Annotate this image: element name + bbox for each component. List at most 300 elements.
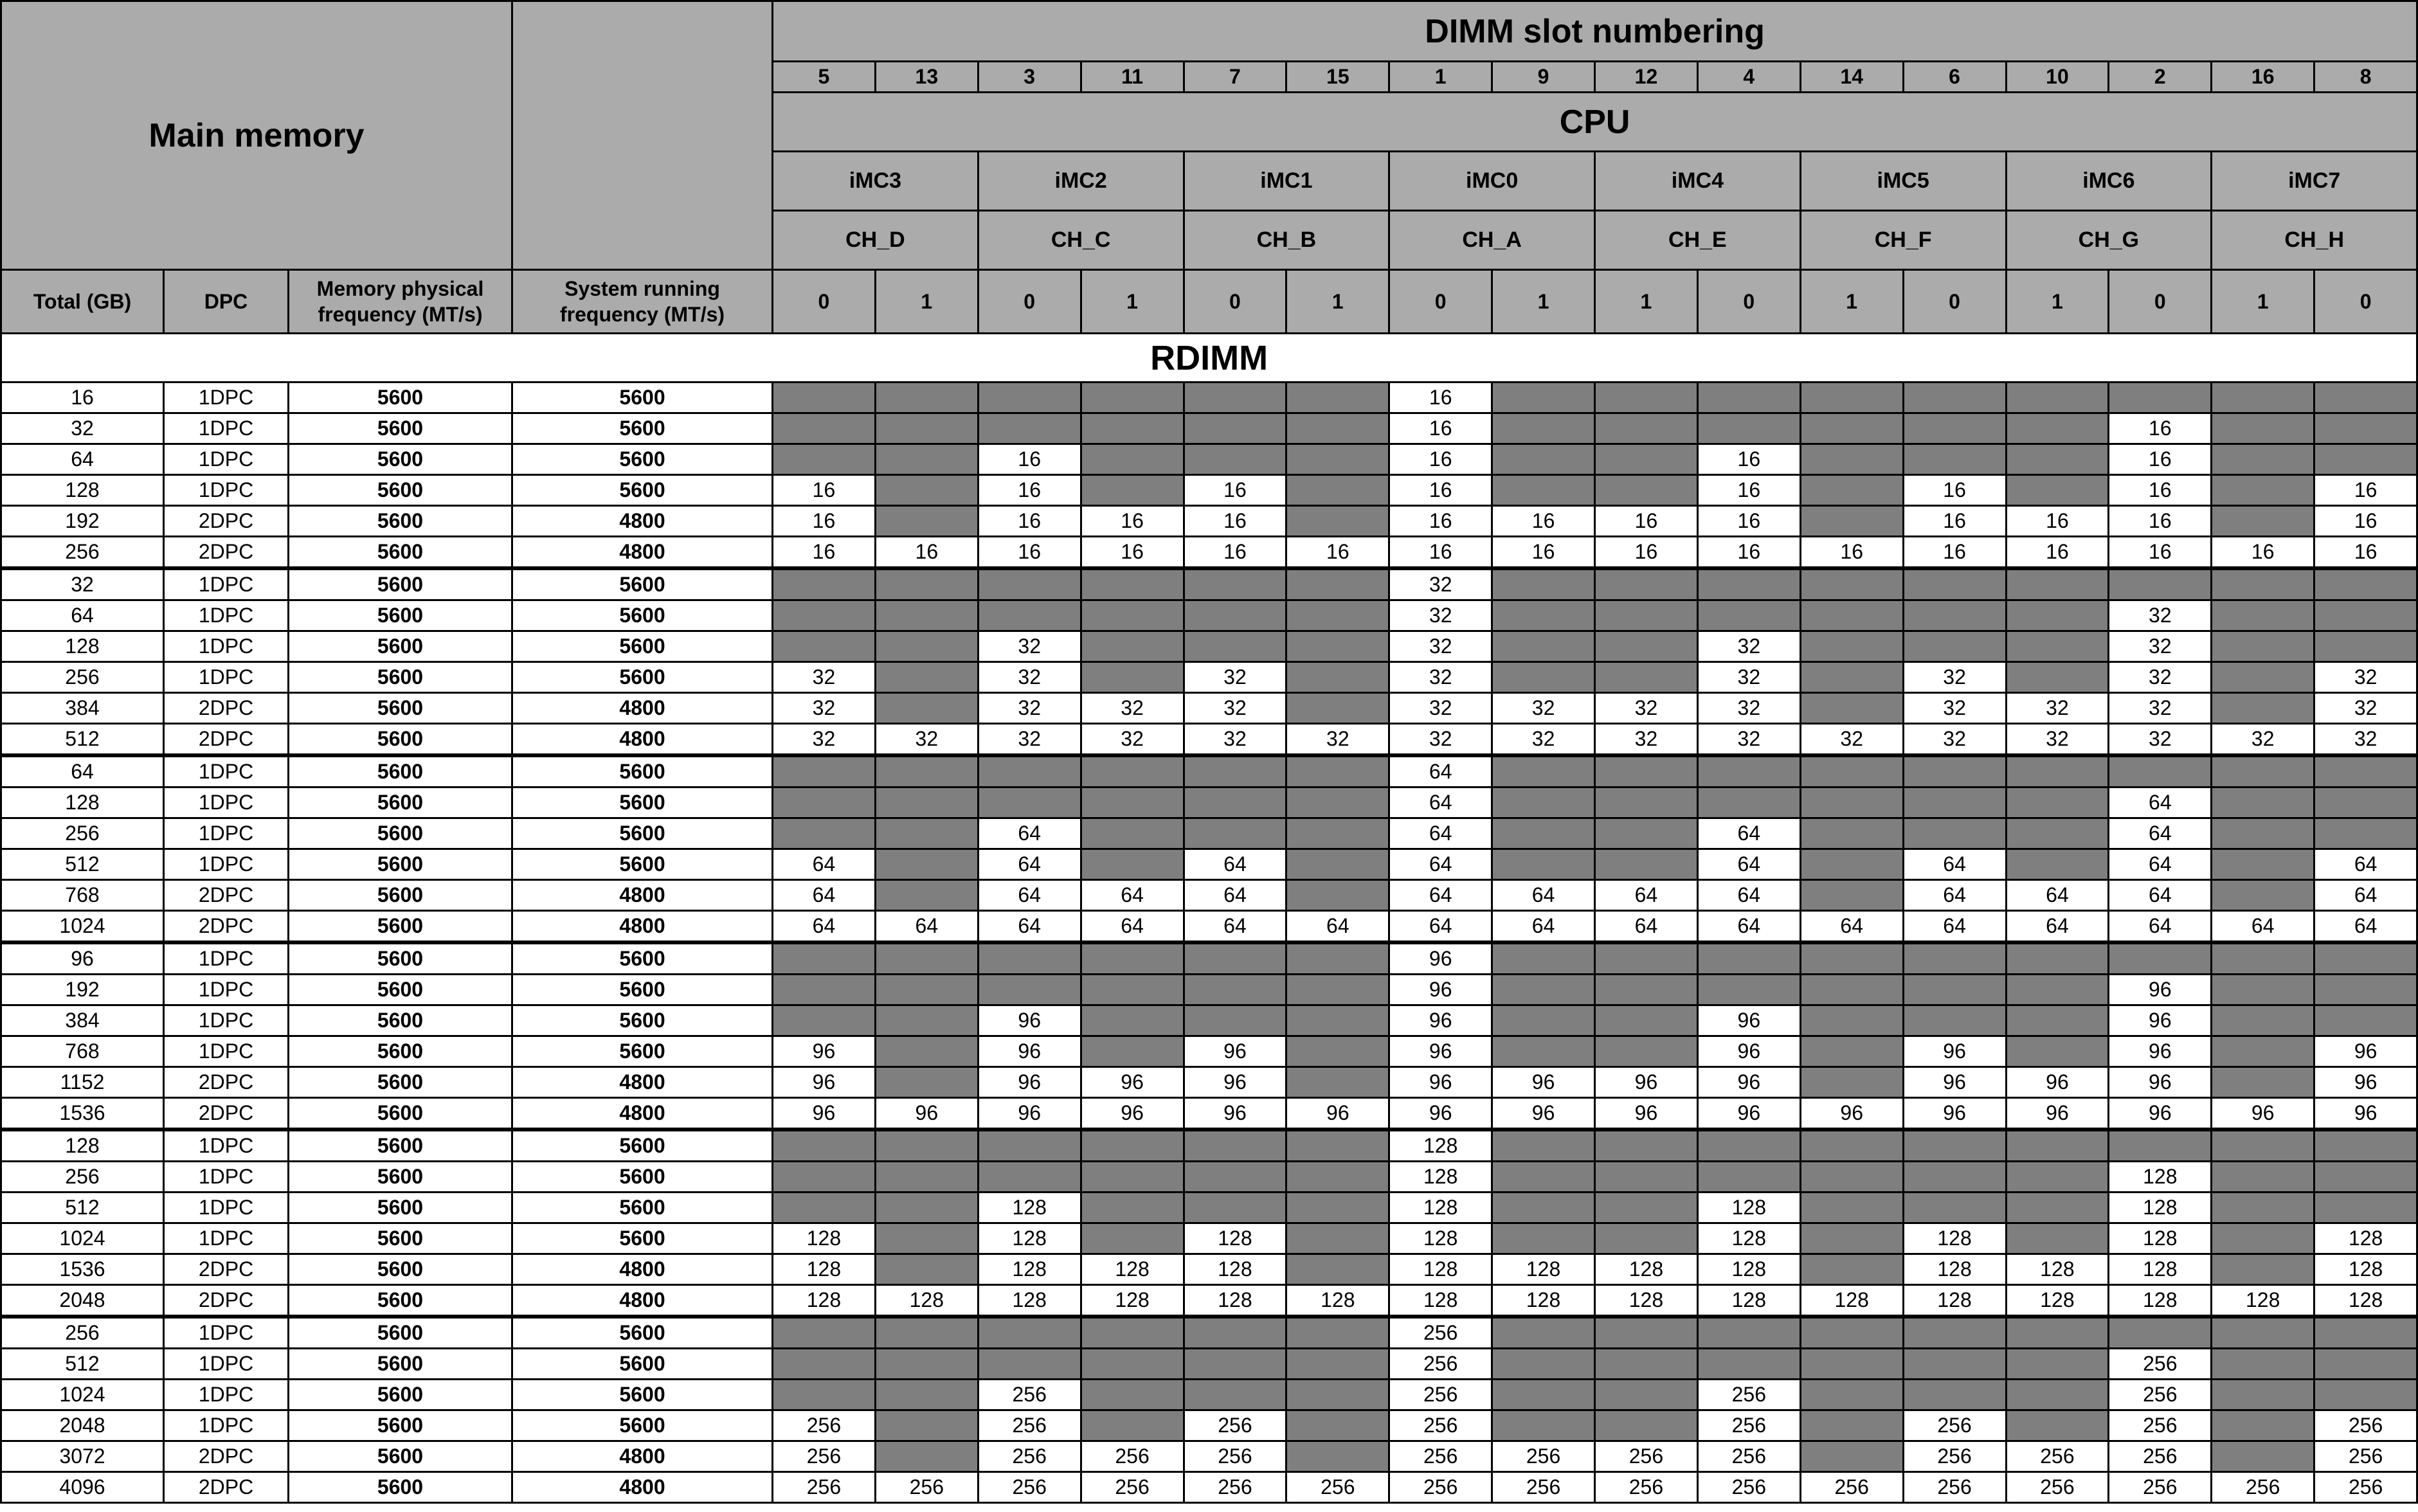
empty-slot-cell [978, 413, 1081, 444]
empty-slot-cell [1492, 755, 1595, 788]
empty-slot-cell [2006, 662, 2109, 693]
empty-slot-cell [875, 568, 978, 600]
populated-slot-cell: 16 [2212, 537, 2314, 569]
table-row [1, 1410, 2417, 1441]
populated-slot-cell: 256 [2109, 1380, 2212, 1410]
populated-slot-cell: 96 [1697, 1036, 1800, 1067]
table-row [1, 1223, 2417, 1254]
total-gb-cell: 768 [1, 880, 164, 911]
populated-slot-cell: 128 [2314, 1285, 2417, 1317]
memory-physical-frequency-header: Memory physical frequency (MT/s) [289, 270, 512, 334]
table-row [1, 631, 2417, 662]
empty-slot-cell [2006, 444, 2109, 475]
populated-slot-cell: 96 [2109, 1098, 2212, 1130]
empty-slot-cell [1697, 975, 1800, 1005]
empty-slot-cell [1492, 1380, 1595, 1410]
empty-slot-cell [1595, 942, 1698, 975]
empty-slot-cell [1286, 1254, 1389, 1285]
populated-slot-cell: 256 [773, 1472, 876, 1503]
empty-slot-cell [1595, 568, 1698, 600]
populated-slot-cell: 128 [1081, 1254, 1184, 1285]
empty-slot-cell [875, 1317, 978, 1349]
populated-slot-cell: 32 [1389, 631, 1492, 662]
system-frequency-cell: 5600 [512, 1192, 773, 1223]
system-frequency-cell: 4800 [512, 537, 773, 569]
empty-slot-cell [1697, 942, 1800, 975]
empty-slot-cell [1081, 1162, 1184, 1192]
total-gb-cell: 1536 [1, 1098, 164, 1130]
populated-slot-cell: 128 [1697, 1285, 1800, 1317]
physical-frequency-cell: 5600 [289, 1317, 512, 1349]
empty-slot-cell [978, 755, 1081, 788]
empty-slot-cell [1081, 1005, 1184, 1036]
empty-slot-cell [1286, 942, 1389, 975]
system-frequency-cell: 5600 [512, 444, 773, 475]
empty-slot-cell [1184, 1380, 1286, 1410]
empty-slot-cell [1800, 631, 1903, 662]
empty-slot-cell [875, 1349, 978, 1380]
slot-position: 0 [978, 270, 1081, 334]
populated-slot-cell: 96 [2314, 1067, 2417, 1098]
physical-frequency-cell: 5600 [289, 788, 512, 818]
populated-slot-cell: 64 [1903, 849, 2006, 880]
physical-frequency-cell: 5600 [289, 975, 512, 1005]
populated-slot-cell: 96 [1389, 975, 1492, 1005]
slot-number-7: 7 [1184, 62, 1286, 93]
populated-slot-cell: 96 [2109, 1067, 2212, 1098]
populated-slot-cell: 256 [2314, 1441, 2417, 1472]
imc-imc7: iMC7 [2212, 152, 2417, 211]
system-frequency-cell: 5600 [512, 631, 773, 662]
empty-slot-cell [1286, 444, 1389, 475]
populated-slot-cell: 16 [1697, 444, 1800, 475]
populated-slot-cell: 256 [2314, 1410, 2417, 1441]
empty-slot-cell [1800, 880, 1903, 911]
empty-slot-cell [1800, 1130, 1903, 1162]
empty-slot-cell [1800, 1317, 1903, 1349]
table-row [1, 942, 2417, 975]
populated-slot-cell: 256 [773, 1410, 876, 1441]
system-frequency-cell: 5600 [512, 849, 773, 880]
empty-slot-cell [2212, 631, 2314, 662]
system-frequency-cell: 5600 [512, 1317, 773, 1349]
populated-slot-cell: 16 [1389, 413, 1492, 444]
channel-ch-h: CH_H [2212, 211, 2417, 270]
populated-slot-cell: 128 [1389, 1254, 1492, 1285]
table-row [1, 444, 2417, 475]
empty-slot-cell [1492, 568, 1595, 600]
table-row [1, 1380, 2417, 1410]
empty-slot-cell [2314, 1162, 2417, 1192]
total-gb-cell: 1152 [1, 1067, 164, 1098]
populated-slot-cell: 32 [1697, 693, 1800, 724]
table-row [1, 1067, 2417, 1098]
empty-slot-cell [1492, 818, 1595, 849]
physical-frequency-cell: 5600 [289, 1349, 512, 1380]
dpc-cell: 1DPC [164, 975, 289, 1005]
populated-slot-cell: 256 [978, 1380, 1081, 1410]
empty-slot-cell [1903, 568, 2006, 600]
physical-frequency-cell: 5600 [289, 693, 512, 724]
populated-slot-cell: 16 [978, 475, 1081, 506]
populated-slot-cell: 16 [1903, 475, 2006, 506]
empty-slot-cell [2212, 693, 2314, 724]
total-gb-cell: 16 [1, 382, 164, 413]
empty-slot-cell [1800, 1067, 1903, 1098]
empty-slot-cell [1800, 1162, 1903, 1192]
empty-slot-cell [1800, 693, 1903, 724]
populated-slot-cell: 64 [773, 911, 876, 943]
slot-position: 1 [1595, 270, 1698, 334]
empty-slot-cell [1286, 1223, 1389, 1254]
populated-slot-cell: 96 [978, 1036, 1081, 1067]
physical-frequency-cell: 5600 [289, 413, 512, 444]
populated-slot-cell: 96 [978, 1067, 1081, 1098]
empty-slot-cell [773, 975, 876, 1005]
empty-slot-cell [1595, 849, 1698, 880]
populated-slot-cell: 96 [1389, 1036, 1492, 1067]
total-gb-cell: 512 [1, 1349, 164, 1380]
physical-frequency-cell: 5600 [289, 568, 512, 600]
populated-slot-cell: 256 [1184, 1410, 1286, 1441]
populated-slot-cell: 64 [773, 880, 876, 911]
populated-slot-cell: 32 [978, 724, 1081, 756]
dpc-cell: 2DPC [164, 1254, 289, 1285]
populated-slot-cell: 256 [1697, 1472, 1800, 1503]
table-row [1, 1098, 2417, 1130]
populated-slot-cell: 96 [1286, 1098, 1389, 1130]
populated-slot-cell: 128 [978, 1192, 1081, 1223]
table-row [1, 1130, 2417, 1162]
populated-slot-cell: 256 [1389, 1472, 1492, 1503]
total-gb-cell: 64 [1, 600, 164, 631]
empty-slot-cell [1184, 1162, 1286, 1192]
empty-slot-cell [1697, 1130, 1800, 1162]
physical-frequency-cell: 5600 [289, 444, 512, 475]
empty-slot-cell [773, 444, 876, 475]
populated-slot-cell: 256 [1081, 1441, 1184, 1472]
empty-slot-cell [978, 1349, 1081, 1380]
empty-slot-cell [875, 1410, 978, 1441]
empty-slot-cell [978, 568, 1081, 600]
physical-frequency-cell: 5600 [289, 942, 512, 975]
populated-slot-cell: 256 [1697, 1380, 1800, 1410]
populated-slot-cell: 32 [1697, 631, 1800, 662]
slot-number-5: 5 [773, 62, 876, 93]
empty-slot-cell [1286, 1005, 1389, 1036]
system-frequency-cell: 4800 [512, 911, 773, 943]
empty-slot-cell [875, 662, 978, 693]
system-frequency-cell: 5600 [512, 975, 773, 1005]
table-row [1, 911, 2417, 943]
populated-slot-cell: 32 [2006, 724, 2109, 756]
populated-slot-cell: 16 [2314, 537, 2417, 569]
populated-slot-cell: 256 [1903, 1410, 2006, 1441]
populated-slot-cell: 96 [1697, 1098, 1800, 1130]
total-gb-cell: 4096 [1, 1472, 164, 1503]
empty-slot-cell [1184, 1005, 1286, 1036]
empty-slot-cell [2006, 1380, 2109, 1410]
populated-slot-cell: 16 [1595, 506, 1698, 537]
populated-slot-cell: 96 [1697, 1005, 1800, 1036]
slot-number-10: 10 [2006, 62, 2109, 93]
dimm-slot-numbering-header: DIMM slot numbering [773, 1, 2417, 62]
populated-slot-cell: 128 [773, 1285, 876, 1317]
dpc-cell: 2DPC [164, 537, 289, 569]
system-frequency-cell: 4800 [512, 1472, 773, 1503]
populated-slot-cell: 32 [1389, 724, 1492, 756]
empty-slot-cell [1184, 1317, 1286, 1349]
empty-slot-cell [1081, 1192, 1184, 1223]
empty-slot-cell [773, 382, 876, 413]
populated-slot-cell: 96 [1903, 1067, 2006, 1098]
empty-slot-cell [2314, 942, 2417, 975]
total-gb-cell: 192 [1, 975, 164, 1005]
empty-slot-cell [1492, 631, 1595, 662]
populated-slot-cell: 64 [1286, 911, 1389, 943]
empty-slot-cell [875, 788, 978, 818]
physical-frequency-cell: 5600 [289, 1036, 512, 1067]
populated-slot-cell: 32 [875, 724, 978, 756]
table-row [1, 1285, 2417, 1317]
dpc-cell: 1DPC [164, 755, 289, 788]
physical-frequency-cell: 5600 [289, 1472, 512, 1503]
empty-slot-cell [1081, 975, 1184, 1005]
empty-slot-cell [1286, 1162, 1389, 1192]
empty-slot-cell [1903, 631, 2006, 662]
populated-slot-cell: 64 [1697, 818, 1800, 849]
populated-slot-cell: 96 [1389, 942, 1492, 975]
empty-slot-cell [2006, 818, 2109, 849]
empty-slot-cell [2006, 413, 2109, 444]
populated-slot-cell: 64 [978, 880, 1081, 911]
slot-position: 0 [773, 270, 876, 334]
populated-slot-cell: 96 [875, 1098, 978, 1130]
populated-slot-cell: 64 [2109, 818, 2212, 849]
dpc-cell: 1DPC [164, 1223, 289, 1254]
populated-slot-cell: 96 [1184, 1067, 1286, 1098]
populated-slot-cell: 96 [1081, 1067, 1184, 1098]
dpc-header: DPC [164, 270, 289, 334]
empty-slot-cell [1286, 662, 1389, 693]
empty-slot-cell [1081, 568, 1184, 600]
empty-slot-cell [1595, 755, 1698, 788]
empty-slot-cell [1800, 1223, 1903, 1254]
empty-slot-cell [1800, 755, 1903, 788]
physical-frequency-cell: 5600 [289, 382, 512, 413]
empty-slot-cell [1184, 600, 1286, 631]
empty-slot-cell [2314, 382, 2417, 413]
populated-slot-cell: 16 [1286, 537, 1389, 569]
populated-slot-cell: 64 [1389, 880, 1492, 911]
populated-slot-cell: 128 [1697, 1223, 1800, 1254]
dpc-cell: 1DPC [164, 818, 289, 849]
empty-slot-cell [875, 880, 978, 911]
populated-slot-cell: 128 [2006, 1254, 2109, 1285]
populated-slot-cell: 32 [1184, 724, 1286, 756]
populated-slot-cell: 32 [1800, 724, 1903, 756]
table-row [1, 755, 2417, 788]
populated-slot-cell: 16 [1184, 537, 1286, 569]
populated-slot-cell: 128 [1595, 1254, 1698, 1285]
populated-slot-cell: 32 [2109, 724, 2212, 756]
empty-slot-cell [2109, 382, 2212, 413]
empty-slot-cell [1697, 1349, 1800, 1380]
empty-slot-cell [875, 755, 978, 788]
populated-slot-cell: 32 [1697, 724, 1800, 756]
table-row [1, 1192, 2417, 1223]
empty-slot-cell [1595, 1410, 1698, 1441]
populated-slot-cell: 64 [2006, 880, 2109, 911]
empty-slot-cell [1286, 849, 1389, 880]
empty-slot-cell [1081, 942, 1184, 975]
empty-slot-cell [1800, 788, 1903, 818]
populated-slot-cell: 256 [1389, 1410, 1492, 1441]
empty-slot-cell [875, 1130, 978, 1162]
empty-slot-cell [875, 849, 978, 880]
slot-number-4: 4 [1697, 62, 1800, 93]
system-frequency-cell: 5600 [512, 755, 773, 788]
empty-slot-cell [2212, 506, 2314, 537]
populated-slot-cell: 64 [1903, 880, 2006, 911]
populated-slot-cell: 32 [978, 693, 1081, 724]
slot-number-3: 3 [978, 62, 1081, 93]
empty-slot-cell [1286, 755, 1389, 788]
empty-slot-cell [1492, 1349, 1595, 1380]
populated-slot-cell: 32 [2006, 693, 2109, 724]
empty-slot-cell [1800, 1380, 1903, 1410]
table-row [1, 506, 2417, 537]
total-gb-cell: 64 [1, 444, 164, 475]
populated-slot-cell: 64 [2109, 788, 2212, 818]
system-frequency-cell: 4800 [512, 693, 773, 724]
total-gb-cell: 512 [1, 849, 164, 880]
populated-slot-cell: 16 [2006, 537, 2109, 569]
empty-slot-cell [1800, 413, 1903, 444]
dpc-cell: 1DPC [164, 1317, 289, 1349]
total-gb-cell: 128 [1, 475, 164, 506]
empty-slot-cell [773, 1192, 876, 1223]
main-memory-header: Main memory [1, 1, 512, 270]
dpc-cell: 1DPC [164, 1036, 289, 1067]
populated-slot-cell: 128 [1800, 1285, 1903, 1317]
empty-slot-cell [1903, 788, 2006, 818]
total-gb-cell: 384 [1, 693, 164, 724]
populated-slot-cell: 16 [1903, 506, 2006, 537]
empty-slot-cell [1081, 1317, 1184, 1349]
populated-slot-cell: 96 [1595, 1098, 1698, 1130]
empty-slot-cell [1903, 1005, 2006, 1036]
populated-slot-cell: 32 [1492, 724, 1595, 756]
channel-ch-b: CH_B [1184, 211, 1389, 270]
system-frequency-cell: 5600 [512, 818, 773, 849]
system-frequency-cell: 5600 [512, 1005, 773, 1036]
populated-slot-cell: 32 [773, 693, 876, 724]
empty-slot-cell [1286, 818, 1389, 849]
populated-slot-cell: 128 [1903, 1285, 2006, 1317]
empty-slot-cell [978, 1130, 1081, 1162]
populated-slot-cell: 96 [1800, 1098, 1903, 1130]
empty-slot-cell [2212, 1005, 2314, 1036]
empty-slot-cell [1492, 1192, 1595, 1223]
populated-slot-cell: 16 [1697, 506, 1800, 537]
physical-frequency-cell: 5600 [289, 755, 512, 788]
empty-slot-cell [875, 1036, 978, 1067]
empty-slot-cell [2006, 849, 2109, 880]
system-frequency-cell: 4800 [512, 1098, 773, 1130]
populated-slot-cell: 128 [773, 1223, 876, 1254]
empty-slot-cell [1697, 382, 1800, 413]
empty-slot-cell [1800, 1254, 1903, 1285]
empty-slot-cell [875, 1254, 978, 1285]
empty-slot-cell [1595, 818, 1698, 849]
system-frequency-cell: 5600 [512, 1223, 773, 1254]
table-row [1, 475, 2417, 506]
empty-slot-cell [2006, 475, 2109, 506]
empty-slot-cell [1184, 413, 1286, 444]
populated-slot-cell: 96 [1389, 1098, 1492, 1130]
empty-slot-cell [773, 755, 876, 788]
empty-slot-cell [978, 975, 1081, 1005]
populated-slot-cell: 96 [773, 1036, 876, 1067]
system-frequency-cell: 5600 [512, 475, 773, 506]
empty-slot-cell [875, 975, 978, 1005]
empty-slot-cell [2314, 1192, 2417, 1223]
imc-imc1: iMC1 [1184, 152, 1389, 211]
populated-slot-cell: 32 [773, 724, 876, 756]
dpc-cell: 1DPC [164, 1349, 289, 1380]
total-gb-cell: 256 [1, 662, 164, 693]
total-gb-cell: 32 [1, 568, 164, 600]
channel-ch-e: CH_E [1595, 211, 1801, 270]
empty-slot-cell [978, 788, 1081, 818]
empty-slot-cell [1595, 662, 1698, 693]
populated-slot-cell: 16 [1184, 475, 1286, 506]
empty-slot-cell [1800, 1192, 1903, 1223]
empty-slot-cell [1184, 444, 1286, 475]
populated-slot-cell: 128 [2109, 1223, 2212, 1254]
physical-frequency-cell: 5600 [289, 1005, 512, 1036]
populated-slot-cell: 96 [1492, 1067, 1595, 1098]
empty-slot-cell [1595, 444, 1698, 475]
empty-slot-cell [875, 818, 978, 849]
empty-slot-cell [1184, 788, 1286, 818]
populated-slot-cell: 96 [2314, 1036, 2417, 1067]
populated-slot-cell: 32 [1697, 662, 1800, 693]
empty-slot-cell [875, 600, 978, 631]
empty-slot-cell [1286, 1036, 1389, 1067]
dpc-cell: 2DPC [164, 1067, 289, 1098]
populated-slot-cell: 128 [2212, 1285, 2314, 1317]
physical-frequency-cell: 5600 [289, 1441, 512, 1472]
empty-slot-cell [2314, 788, 2417, 818]
physical-frequency-cell: 5600 [289, 1192, 512, 1223]
empty-slot-cell [1595, 475, 1698, 506]
empty-slot-cell [875, 1192, 978, 1223]
populated-slot-cell: 16 [1081, 506, 1184, 537]
populated-slot-cell: 256 [1595, 1441, 1698, 1472]
dpc-cell: 1DPC [164, 631, 289, 662]
populated-slot-cell: 64 [1697, 849, 1800, 880]
populated-slot-cell: 16 [1081, 537, 1184, 569]
populated-slot-cell: 64 [1081, 911, 1184, 943]
populated-slot-cell: 64 [1492, 880, 1595, 911]
physical-frequency-cell: 5600 [289, 1285, 512, 1317]
channel-ch-f: CH_F [1800, 211, 2006, 270]
populated-slot-cell: 96 [1389, 1067, 1492, 1098]
empty-slot-cell [1184, 1130, 1286, 1162]
populated-slot-cell: 32 [978, 662, 1081, 693]
